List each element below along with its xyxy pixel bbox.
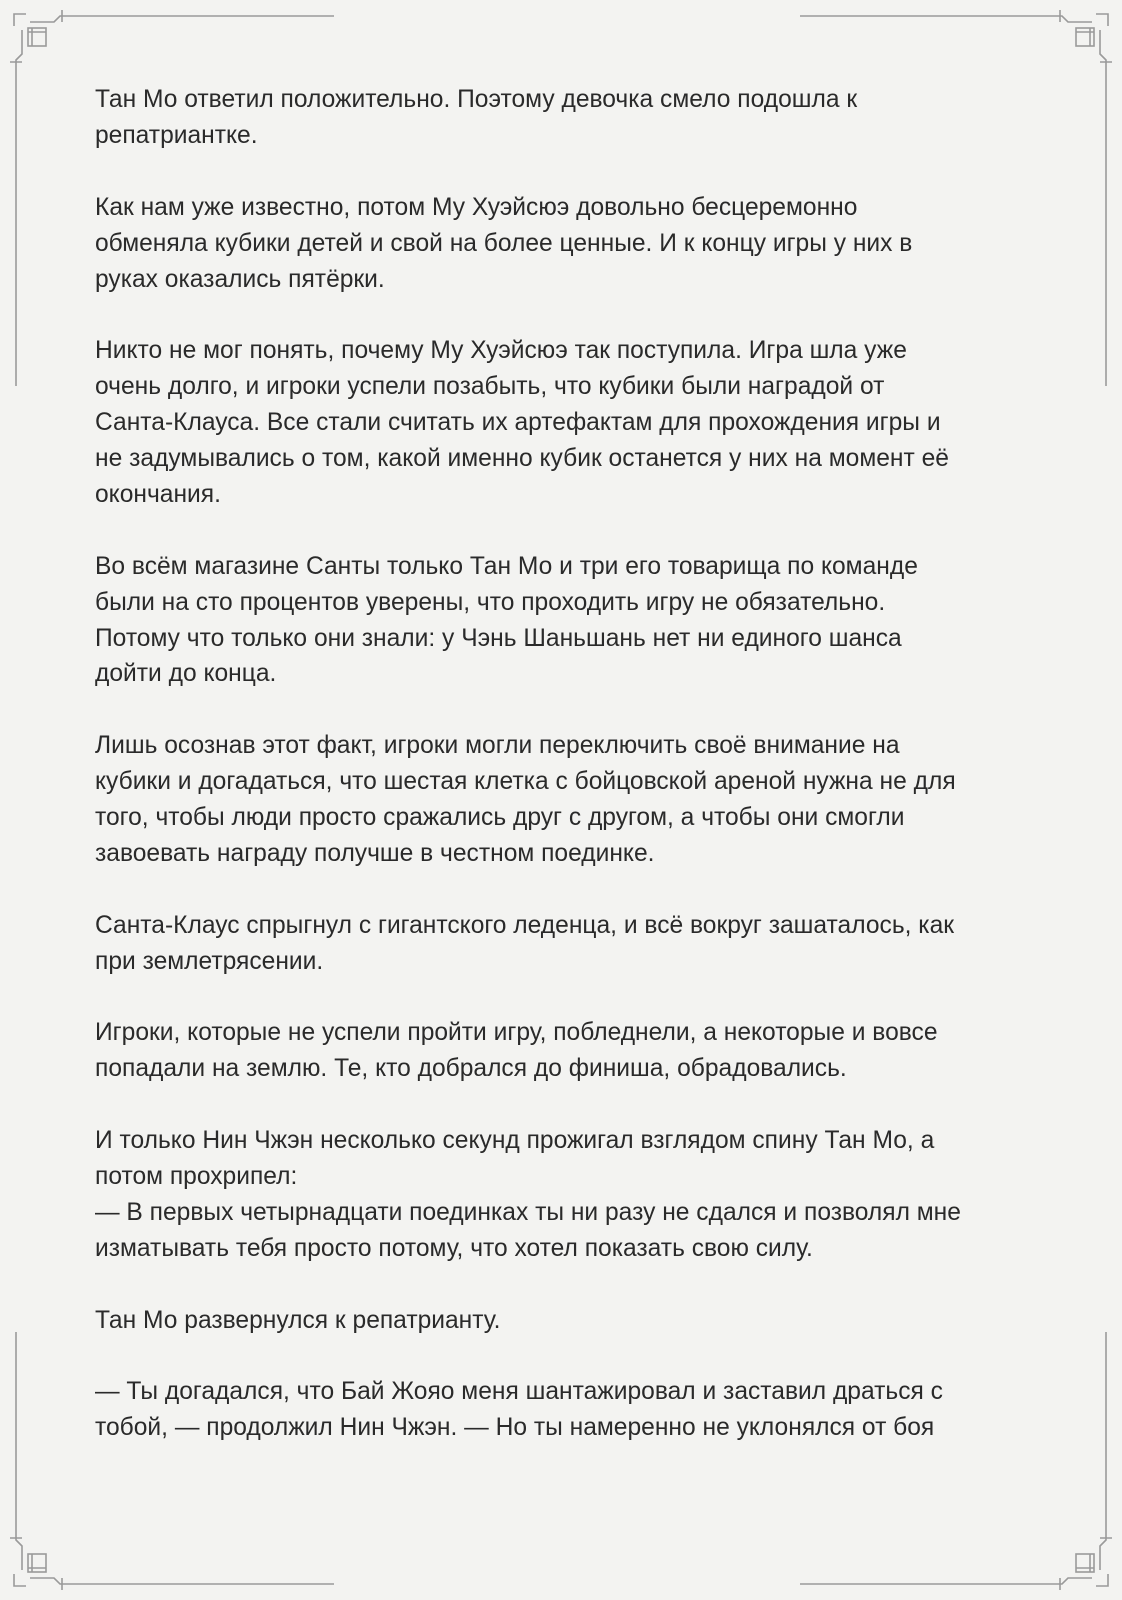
paragraph: [95, 82, 1035, 154]
text-line: — Ты догадался, что Бай Жояо меня шантажировал и заставил драться с: [95, 1378, 943, 1406]
paragraph: [95, 549, 1035, 693]
text-line: тобой, — продолжил Нин Чжэн. — Но ты намеренно не уклонялся от боя: [95, 1414, 935, 1442]
text-line: того, чтобы люди просто сражались друг с другом, а чтобы они смогли: [95, 804, 905, 832]
paragraph: [95, 1015, 1035, 1087]
text-line: Санта-Клаус спрыгнул с гигантского леденца, и всё вокруг зашаталось, как: [95, 911, 955, 939]
text-line: попадали на землю. Те, кто добрался до финиша, обрадовались.: [95, 1055, 847, 1083]
text-line: окончания.: [95, 480, 221, 508]
text-line: Лишь осознав этот факт, игроки могли переключить своё внимание на: [95, 732, 900, 760]
text-line: Как нам уже известно, потом Му Хуэйсюэ довольно бесцеремонно: [95, 193, 858, 221]
text-line: обменяла кубики детей и свой на более ценные. И к концу игры у них в: [95, 229, 913, 257]
paragraph: [95, 908, 1035, 980]
text-line: руках оказались пятёрки.: [95, 265, 385, 293]
paragraph: [95, 1123, 1035, 1267]
text-line: очень долго, и игроки успели позабыть, что кубики были наградой от: [95, 373, 885, 401]
paragraph: [95, 190, 1035, 298]
text-line: при землетрясении.: [95, 947, 324, 975]
text-line: Никто не мог понять, почему Му Хуэйсюэ так поступила. Игра шла уже: [95, 337, 907, 365]
text-line: не задумывались о том, какой именно кубик останется у них на момент её: [95, 445, 949, 473]
text-line: Потому что только они знали: у Чэнь Шаньшань нет ни единого шанса: [95, 624, 902, 652]
paragraph: [95, 333, 1035, 513]
text-line: — В первых четырнадцати поединках ты ни разу не сдался и позволял мне: [95, 1198, 961, 1226]
text-line: Во всём магазине Санты только Тан Мо и три его товарища по команде: [95, 552, 918, 580]
text-line: завоевать награду получше в честном поединке.: [95, 839, 655, 867]
text-line: потом прохрипел:: [95, 1163, 298, 1191]
text-line: Тан Мо ответил положительно. Поэтому девочка смело подошла к: [95, 86, 858, 113]
text-line: изматывать тебя просто потому, что хотел показать свою силу.: [95, 1234, 813, 1262]
text-line: кубики и догадаться, что шестая клетка с бойцовской ареной нужна не для: [95, 768, 956, 796]
paragraph: [95, 1374, 1035, 1446]
text-line: репатриантке.: [95, 121, 258, 149]
text-line: И только Нин Чжэн несколько секунд прожигал взглядом спину Тан Мо, а: [95, 1127, 935, 1155]
text-line: дойти до конца.: [95, 660, 277, 688]
text-line: Тан Мо развернулся к репатрианту.: [95, 1306, 501, 1334]
body-text: [95, 82, 1035, 1482]
paragraph: [95, 728, 1035, 872]
text-line: Санта-Клауса. Все стали считать их артефактам для прохождения игры и: [95, 409, 941, 437]
paragraph: [95, 1303, 1035, 1339]
text-line: были на сто процентов уверены, что проходить игру не обязательно.: [95, 588, 886, 616]
text-line: Игроки, которые не успели пройти игру, побледнели, а некоторые и вовсе: [95, 1019, 938, 1047]
